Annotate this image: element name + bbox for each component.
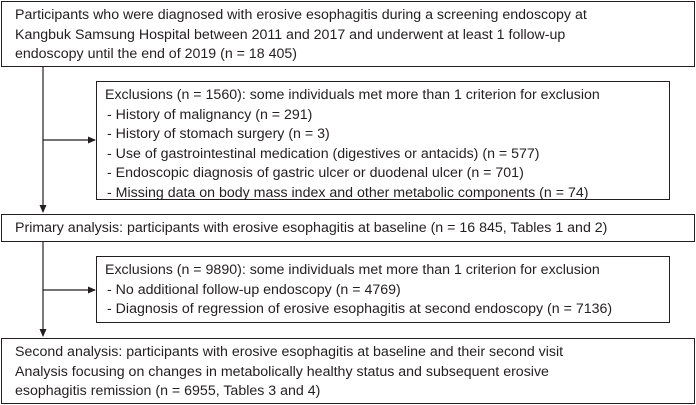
exclusions-2-header: Exclusions (n = 9890): some individuals met more than 1 criterion for exclusion — [105, 262, 600, 278]
participants-line-3: endoscopy until the end of 2019 (n = 18 405) — [15, 46, 297, 62]
second-analysis-box — [1, 338, 695, 404]
exclusions-1-item: - Use of gastrointestinal medication (digestives or antacids) (n = 577) — [107, 145, 540, 162]
exclusions-1-item: - History of stomach surgery (n = 3) — [107, 126, 330, 142]
second-analysis-line-1: Second analysis: participants with erosive esophagitis at baseline and their second visit — [15, 344, 564, 360]
primary-analysis-box — [1, 214, 695, 242]
exclusions-1-item: - History of malignancy (n = 291) — [107, 106, 313, 123]
exclusions-1-header: Exclusions (n = 1560): some individuals met more than 1 criterion for exclusion — [105, 87, 600, 103]
participants-line-1: Participants who were diagnosed with erosive esophagitis during a screening endoscopy at — [15, 7, 587, 23]
second-analysis-line-3: esophagitis remission (n = 6955, Tables 3 and 4) — [15, 383, 321, 399]
exclusions-2-box — [96, 256, 670, 323]
exclusions-2-item: - No additional follow-up endoscopy (n = 4769) — [107, 281, 401, 298]
exclusions-1-item: - Endoscopic diagnosis of gastric ulcer or duodenal ulcer (n = 701) — [107, 165, 524, 181]
second-analysis-line-2: Analysis focusing on changes in metabolically healthy status and subsequent erosive — [15, 363, 549, 380]
exclusions-1-box — [96, 81, 670, 200]
primary-analysis-text: Primary analysis: participants with erosive esophagitis at baseline (n = 16 845, Tables 1 and 2) — [15, 220, 608, 236]
participants-line-2: Kangbuk Samsung Hospital between 2011 and 2017 and underwent at least 1 follow-up — [15, 26, 566, 43]
participants-box — [1, 1, 695, 67]
exclusions-2-item: - Diagnosis of regression of erosive esophagitis at second endoscopy (n = 7136) — [107, 301, 613, 317]
exclusions-1-item: - Missing data on body mass index and other metabolic components (n = 74) — [107, 184, 589, 201]
